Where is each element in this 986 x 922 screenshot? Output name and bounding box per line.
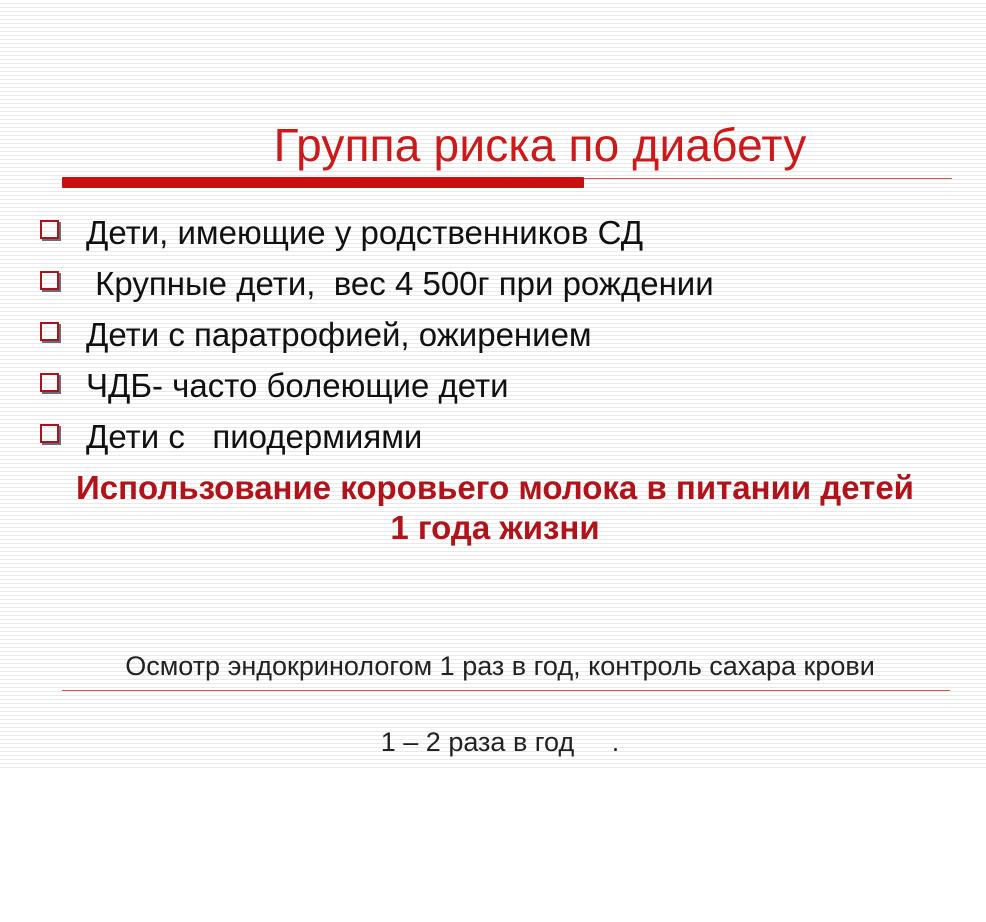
list-item [40,258,714,309]
list-item-text: Дети, имеющие у родственников СД [86,213,644,251]
list-item-text: ЧДБ- часто болеющие дети [86,366,509,404]
list-item [40,207,714,258]
checkbox-bullet-icon [40,424,59,443]
checkbox-bullet-icon [40,322,59,341]
list-item-text: Крупные дети, вес 4 500г при рождении [86,264,714,302]
highlight-text [20,468,970,548]
checkbox-bullet-icon [40,220,59,239]
risk-group-list [40,207,714,462]
slide-title: Группа риска по диабету [273,119,807,171]
note-line-2: 1 – 2 раза в год . [380,727,620,757]
checkbox-bullet-icon [40,271,59,290]
title-accent-bar [62,177,584,188]
highlight-line-2: 1 года жизни [390,509,600,546]
list-item [40,360,714,411]
list-item-text: Дети с паратрофией, ожирением [86,315,592,353]
list-item [40,411,714,462]
checkbox-bullet-icon [40,373,59,392]
list-item-text: Дети с пиодермиями [86,417,423,455]
highlight-line-1: Использование коровьего молока в питании детей [76,469,914,506]
note-line-1: Осмотр эндокринологом 1 раз в год, контроль сахара крови [125,651,875,681]
list-item [40,309,714,360]
bottom-divider [62,690,950,691]
monitoring-note [20,609,980,799]
